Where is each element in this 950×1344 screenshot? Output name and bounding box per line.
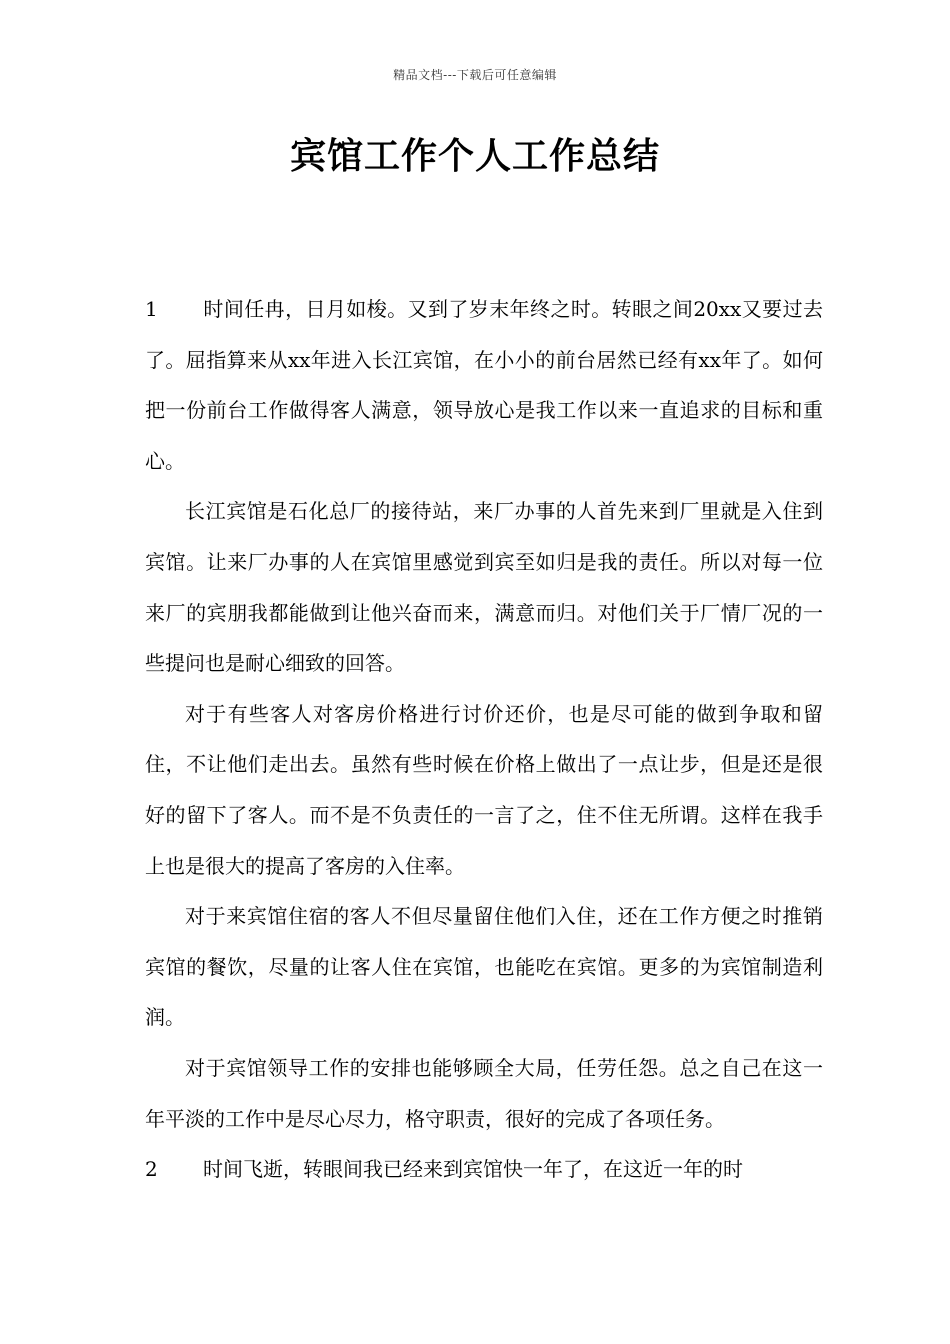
paragraph-text: 时间任冉，日月如梭。又到了岁末年终之时。转眼之间20xx又要过去了。屈指算来从xx年进入长江宾馆，在小小的前台居然已经有xx年了。如何把一份前台工作做得客人满意，领导放心是我工作以来一直追求的目标和重心。 bbox=[145, 297, 823, 473]
paragraph-number: 2 bbox=[145, 1157, 158, 1182]
paragraph-6 bbox=[145, 1144, 823, 1195]
paragraph-3 bbox=[145, 689, 823, 891]
paragraph-5 bbox=[145, 1043, 823, 1144]
paragraph-2 bbox=[145, 486, 823, 688]
paragraph-text: 时间飞逝，转眼间我已经来到宾馆快一年了，在这近一年的时 bbox=[203, 1157, 743, 1182]
paragraph-number: 1 bbox=[145, 297, 158, 321]
paragraph-1 bbox=[145, 284, 823, 486]
paragraph-text: 对于宾馆领导工作的安排也能够顾全大局，任劳任怨。总之自己在这一年平淡的工作中是尽心尽力，格守职责，很好的完成了各项任务。 bbox=[145, 1055, 823, 1131]
document-title: 宾馆工作个人工作总结 bbox=[289, 135, 660, 177]
paragraph-4 bbox=[145, 891, 823, 1043]
paragraph-text: 对于来宾馆住宿的客人不但尽量留住他们入住，还在工作方便之时推销宾馆的餐饮，尽量的让客人住在宾馆，也能吃在宾馆。更多的为宾馆制造利润。 bbox=[145, 904, 823, 1030]
document-body bbox=[145, 284, 823, 1195]
paragraph-text: 对于有些客人对客房价格进行讨价还价，也是尽可能的做到争取和留住，不让他们走出去。虽然有些时候在价格上做出了一点让步，但是还是很好的留下了客人。而不是不负责任的一言了之，住不住无所谓。这样在我手上也是很大的提高了客房的入住率。 bbox=[145, 701, 823, 878]
paragraph-text: 长江宾馆是石化总厂的接待站，来厂办事的人首先来到厂里就是入住到宾馆。让来厂办事的人在宾馆里感觉到宾至如归是我的责任。所以对每一位来厂的宾朋我都能做到让他兴奋而来，满意而归。对他们关于厂情厂况的一些提问也是耐心细致的回答。 bbox=[145, 499, 823, 676]
header-note: 精品文档---下载后可任意编辑 bbox=[393, 68, 557, 82]
